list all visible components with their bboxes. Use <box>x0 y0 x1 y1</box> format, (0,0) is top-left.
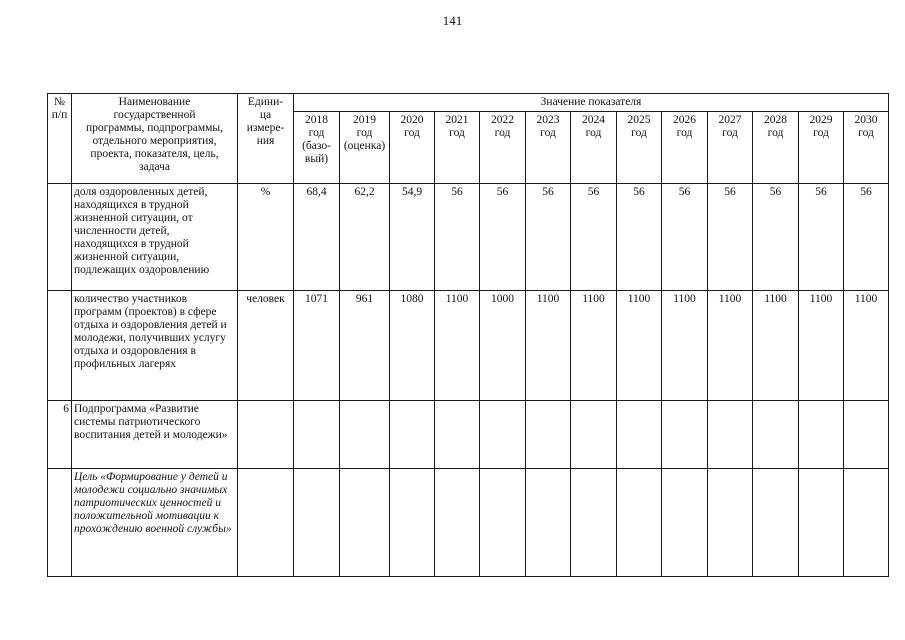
row-value <box>708 401 753 469</box>
row-value <box>571 469 617 577</box>
header-year: 2018 год (базо- вый) <box>294 112 340 184</box>
row-value <box>480 401 526 469</box>
table-row <box>48 401 889 469</box>
header-num: № п/п <box>48 94 72 184</box>
row-value: 62,2 <box>340 184 390 291</box>
table-row <box>48 469 889 577</box>
row-value: 56 <box>844 184 889 291</box>
row-unit: человек <box>238 291 294 401</box>
header-year: 2030 год <box>844 112 889 184</box>
row-value <box>617 469 662 577</box>
row-name: количество участников программ (проектов) в сфере отдыха и оздоровления детей и молодежи, получивших услугу отдыха и оздоровления в профильных лагерях <box>72 291 238 401</box>
table-row <box>48 184 889 291</box>
row-goal-name: Цель «Формирование у детей и молодежи социально значимых патриотических ценностей и положительной мотивации к прохождению военной службы» <box>72 469 238 577</box>
row-value <box>844 469 889 577</box>
row-value: 1000 <box>480 291 526 401</box>
row-value: 1100 <box>844 291 889 401</box>
row-value: 1100 <box>662 291 708 401</box>
row-num <box>48 184 72 291</box>
row-value <box>526 469 571 577</box>
indicator-table <box>47 93 889 577</box>
row-value: 56 <box>799 184 844 291</box>
row-value: 56 <box>526 184 571 291</box>
header-value-group: Значение показателя <box>294 94 889 112</box>
row-value <box>526 401 571 469</box>
header-year: 2021 год <box>435 112 480 184</box>
row-value: 56 <box>571 184 617 291</box>
row-value <box>753 469 799 577</box>
row-value: 56 <box>753 184 799 291</box>
page-number: 141 <box>442 13 463 28</box>
row-value: 1100 <box>753 291 799 401</box>
row-value: 68,4 <box>294 184 340 291</box>
row-value: 56 <box>617 184 662 291</box>
row-value: 1100 <box>571 291 617 401</box>
row-num: 6 <box>48 401 72 469</box>
row-value <box>294 401 340 469</box>
row-unit: % <box>238 184 294 291</box>
row-num <box>48 469 72 577</box>
row-value: 1100 <box>617 291 662 401</box>
row-unit <box>238 469 294 577</box>
row-value <box>340 401 390 469</box>
table-row <box>48 291 889 401</box>
row-value: 54,9 <box>390 184 435 291</box>
header-name: Наименование государственной программы, подпрограммы, отдельного мероприятия, проекта, показателя, цель, задача <box>72 94 238 184</box>
row-value: 1100 <box>708 291 753 401</box>
row-value: 1080 <box>390 291 435 401</box>
row-value <box>571 401 617 469</box>
row-value: 1071 <box>294 291 340 401</box>
row-value <box>753 401 799 469</box>
row-value: 56 <box>708 184 753 291</box>
row-value: 56 <box>480 184 526 291</box>
header-year: 2028 год <box>753 112 799 184</box>
row-value <box>844 401 889 469</box>
row-value <box>799 469 844 577</box>
header-year: 2025 год <box>617 112 662 184</box>
header-year: 2019 год (оценка) <box>340 112 390 184</box>
row-value <box>662 469 708 577</box>
header-year: 2026 год <box>662 112 708 184</box>
row-value <box>340 469 390 577</box>
row-value <box>435 401 480 469</box>
row-value: 1100 <box>526 291 571 401</box>
row-value: 1100 <box>435 291 480 401</box>
row-value <box>799 401 844 469</box>
row-unit <box>238 401 294 469</box>
header-year: 2027 год <box>708 112 753 184</box>
row-name: доля оздоровленных детей, находящихся в трудной жизненной ситуации, от численности детей, находящихся в трудной жизненной ситуации, подлежащих оздоровлению <box>72 184 238 291</box>
header-year: 2020 год <box>390 112 435 184</box>
header-row-top <box>48 94 889 112</box>
row-name: Подпрограмма «Развитие системы патриотического воспитания детей и молодежи» <box>72 401 238 469</box>
header-year: 2029 год <box>799 112 844 184</box>
header-year: 2023 год <box>526 112 571 184</box>
header-unit: Едини- ца измере- ния <box>238 94 294 184</box>
row-value <box>662 401 708 469</box>
row-value <box>435 469 480 577</box>
row-value <box>390 469 435 577</box>
row-value <box>708 469 753 577</box>
row-value: 56 <box>662 184 708 291</box>
row-value: 1100 <box>799 291 844 401</box>
header-year: 2022 год <box>480 112 526 184</box>
row-value <box>294 469 340 577</box>
row-value <box>480 469 526 577</box>
row-num <box>48 291 72 401</box>
header-year: 2024 год <box>571 112 617 184</box>
row-value: 961 <box>340 291 390 401</box>
row-value <box>617 401 662 469</box>
row-value: 56 <box>435 184 480 291</box>
row-value <box>390 401 435 469</box>
